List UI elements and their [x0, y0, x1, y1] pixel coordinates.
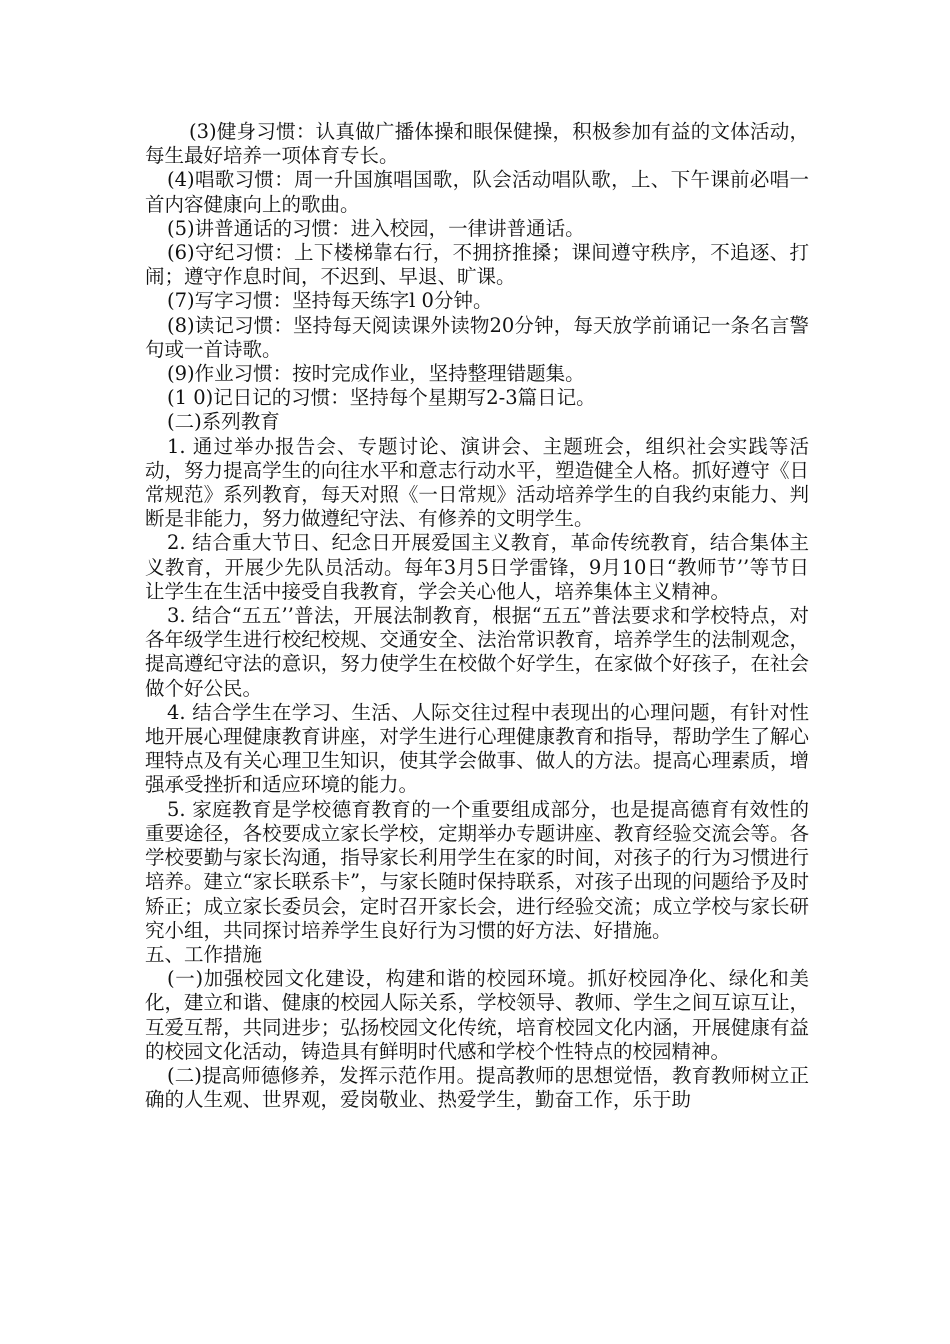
paragraph-homework-habit: (9)作业习惯：按时完成作业，坚持整理错题集。: [167, 362, 585, 386]
paragraph-item-1: 1. 通过举办报告会、专题讨论、演讲会、主题班会，组织社会实践等活动，努力提高学生的向往水平和意志行动水平，塑造健全人格。抓好遵守《日常规范》系列教育，每天对照《一日常规》活动培养学生的自我约束能力、判断是非能力，努力做遵纪守法、有修养的文明学生。: [145, 434, 809, 531]
paragraph-item-4: 4. 结合学生在学习、生活、人际交往过程中表现出的心理问题，有针对性地开展心理健康教育讲座，对学生进行心理健康教育和指导，帮助学生了解心理特点及有关心理卫生知识，使其学会做事、做人的方法。提高心理素质，增强承受挫折和适应环境的能力。: [145, 700, 809, 797]
paragraph-singing-habit: (4)唱歌习惯：周一升国旗唱国歌，队会活动唱队歌，上、下午课前必唱一首内容健康向上的歌曲。: [145, 168, 809, 216]
paragraph-item-5: 5. 家庭教育是学校德育教育的一个重要组成部分，也是提高德育有效性的重要途径，各校要成立家长学校，定期举办专题讲座、教育经验交流会等。各学校要勤与家长沟通，指导家长利用学生在家的时间，对孩子的行为习惯进行培养。建立“家长联系卡”，与家长随时保持联系，对孩子出现的问题给予及时矫正；成立家长委员会，定时召开家长会，进行经验交流；成立学校与家长研究小组，共同探讨培养学生良好行为习惯的好方法、好措施。: [145, 797, 809, 942]
paragraph-discipline-habit: (6)守纪习惯：上下楼梯靠右行，不拥挤推搡；课间遵守秩序，不追逐、打闹；遵守作息时间，不迟到、早退、旷课。: [145, 241, 809, 289]
paragraph-fitness-habit: (3)健身习惯：认真做广播体操和眼保健操，积极参加有益的文体活动，每生最好培养一项体育专长。: [145, 120, 809, 168]
paragraph-writing-habit: (7)写字习惯：坚持每天练字l 0分钟。: [167, 289, 493, 313]
paragraph-item-3: 3. 结合“五五’’普法，开展法制教育，根据“五五”普法要求和学校特点，对各年级学生进行校纪校规、交通安全、法治常识教育，培养学生的法制观念，提高遵纪守法的意识，努力使学生在校做个好学生，在家做个好孩子，在社会做个好公民。: [145, 604, 809, 700]
paragraph-item-2: 2. 结合重大节日、纪念日开展爱国主义教育，革命传统教育，结合集体主义教育，开展少先队员活动。每年3月5日学雷锋，9月10日“教师节’’等节日让学生在生活中接受自我教育，学会关心他人，培养集体主义精神。: [145, 531, 809, 603]
paragraph-campus-culture: (一)加强校园文化建设，构建和谐的校园环境。抓好校园净化、绿化和美化，建立和谐、健康的校园人际关系，学校领导、教师、学生之间互谅互让，互爱互帮，共同进步；弘扬校园文化传统，培育校园文化内涵，开展健康有益的校园文化活动，铸造具有鲜明时代感和学校个性特点的校园精神。: [145, 967, 809, 1063]
paragraph-teacher-ethics: (二)提高师德修养，发挥示范作用。提高教师的思想觉悟，教育教师树立正确的人生观、世界观，爱岗敬业、热爱学生，勤奋工作，乐于助: [145, 1063, 809, 1112]
section-heading-series-education: (二)系列教育: [167, 410, 280, 434]
paragraph-mandarin-habit: (5)讲普通话的习惯：进入校园，一律讲普通话。: [167, 216, 585, 240]
paragraph-reading-habit: (8)读记习惯：坚持每天阅读课外读物20分钟，每天放学前诵记一条名言警句或一首诗歌。: [145, 313, 809, 361]
document-body: [145, 120, 809, 1112]
paragraph-diary-habit: (1 0)记日记的习惯：坚持每个星期写2-3篇日记。: [167, 386, 596, 410]
section-heading-work-measures: 五、工作措施: [145, 942, 263, 966]
